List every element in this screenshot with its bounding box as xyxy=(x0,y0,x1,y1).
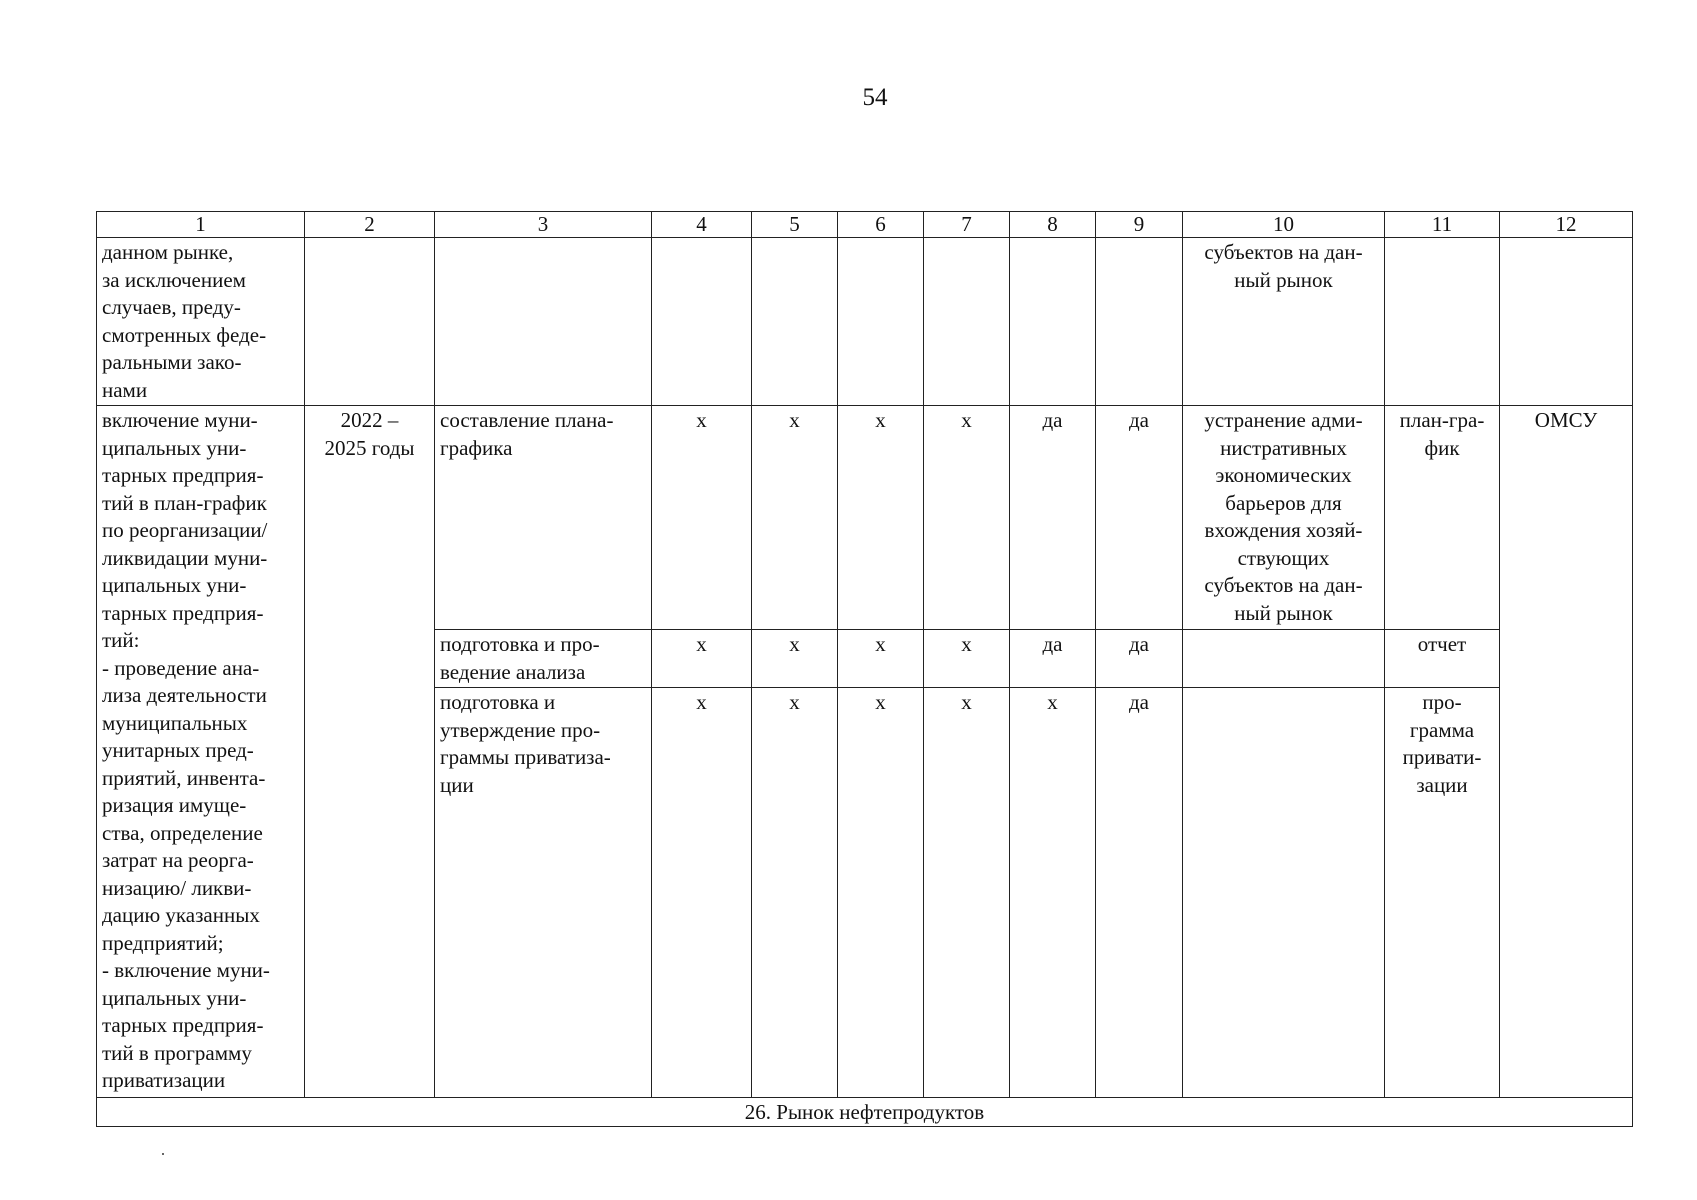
value-cell: х xyxy=(924,630,1010,688)
table-row xyxy=(97,406,1633,630)
value-cell: х xyxy=(838,688,924,1098)
header-col-7: 7 xyxy=(924,212,1010,238)
scan-speck xyxy=(162,1153,164,1155)
table-row xyxy=(97,238,1633,406)
value-cell: х xyxy=(838,406,924,630)
action-text: подготовка и утверждение про- граммы приватиза- ции xyxy=(435,688,652,1098)
value-cell: х xyxy=(752,630,838,688)
document-type-cell: отчет xyxy=(1385,630,1500,688)
header-col-8: 8 xyxy=(1010,212,1096,238)
value-cell: х xyxy=(924,406,1010,630)
empty-cell xyxy=(752,238,838,406)
empty-cell xyxy=(652,238,752,406)
measure-text: включение муни- ципальных уни- тарных предприя- тий в план-график по реорганизации/ ликвидации муни- ципальных уни- тарных предприя- тий: - проведение ана- лиза деятельности муниципальных унитарных пред- приятий, инвента- ризация имуще- ства, определение затрат на реорга- низацию/ ликви- дацию указанных предприятий; - включение муни- ципальных уни- тарных предприя- тий в программу приватизации xyxy=(97,406,305,1098)
header-col-10: 10 xyxy=(1183,212,1385,238)
header-col-6: 6 xyxy=(838,212,924,238)
header-col-12: 12 xyxy=(1500,212,1633,238)
result-text: устранение адми- нистративных экономических барьеров для вхождения хозяй- ствующих субъектов на дан- ный рынок xyxy=(1183,406,1385,630)
value-cell: х xyxy=(752,688,838,1098)
period-cell: 2022 – 2025 годы xyxy=(305,406,435,1098)
value-cell: х xyxy=(752,406,838,630)
value-cell: х xyxy=(1010,688,1096,1098)
measure-text-continued: данном рынке, за исключением случаев, преду- смотренных феде- ральными зако- нами xyxy=(97,238,305,406)
value-cell: да xyxy=(1010,406,1096,630)
header-col-11: 11 xyxy=(1385,212,1500,238)
measures-table xyxy=(96,211,1633,1127)
header-col-9: 9 xyxy=(1096,212,1183,238)
document-type-cell: план-гра- фик xyxy=(1385,406,1500,630)
section-row xyxy=(97,1098,1633,1127)
result-text xyxy=(1183,688,1385,1098)
value-cell: х xyxy=(838,630,924,688)
empty-cell xyxy=(305,238,435,406)
empty-cell xyxy=(435,238,652,406)
value-cell: да xyxy=(1096,630,1183,688)
value-cell: да xyxy=(1096,406,1183,630)
header-col-5: 5 xyxy=(752,212,838,238)
result-text-continued: субъектов на дан- ный рынок xyxy=(1183,238,1385,406)
empty-cell xyxy=(1385,238,1500,406)
responsible-cell: ОМСУ xyxy=(1500,406,1633,1098)
empty-cell xyxy=(1010,238,1096,406)
header-col-4: 4 xyxy=(652,212,752,238)
action-text: подготовка и про- ведение анализа xyxy=(435,630,652,688)
header-col-2: 2 xyxy=(305,212,435,238)
header-row xyxy=(97,212,1633,238)
page-number: 54 xyxy=(862,84,888,111)
section-title: 26. Рынок нефтепродуктов xyxy=(97,1098,1633,1127)
value-cell: х xyxy=(924,688,1010,1098)
result-text xyxy=(1183,630,1385,688)
value-cell: х xyxy=(652,688,752,1098)
value-cell: да xyxy=(1010,630,1096,688)
header-col-3: 3 xyxy=(435,212,652,238)
empty-cell xyxy=(1500,238,1633,406)
empty-cell xyxy=(838,238,924,406)
empty-cell xyxy=(1096,238,1183,406)
value-cell: х xyxy=(652,630,752,688)
value-cell: х xyxy=(652,406,752,630)
value-cell: да xyxy=(1096,688,1183,1098)
document-type-cell: про- грамма привати- зации xyxy=(1385,688,1500,1098)
header-col-1: 1 xyxy=(97,212,305,238)
empty-cell xyxy=(924,238,1010,406)
action-text: составление плана- графика xyxy=(435,406,652,630)
